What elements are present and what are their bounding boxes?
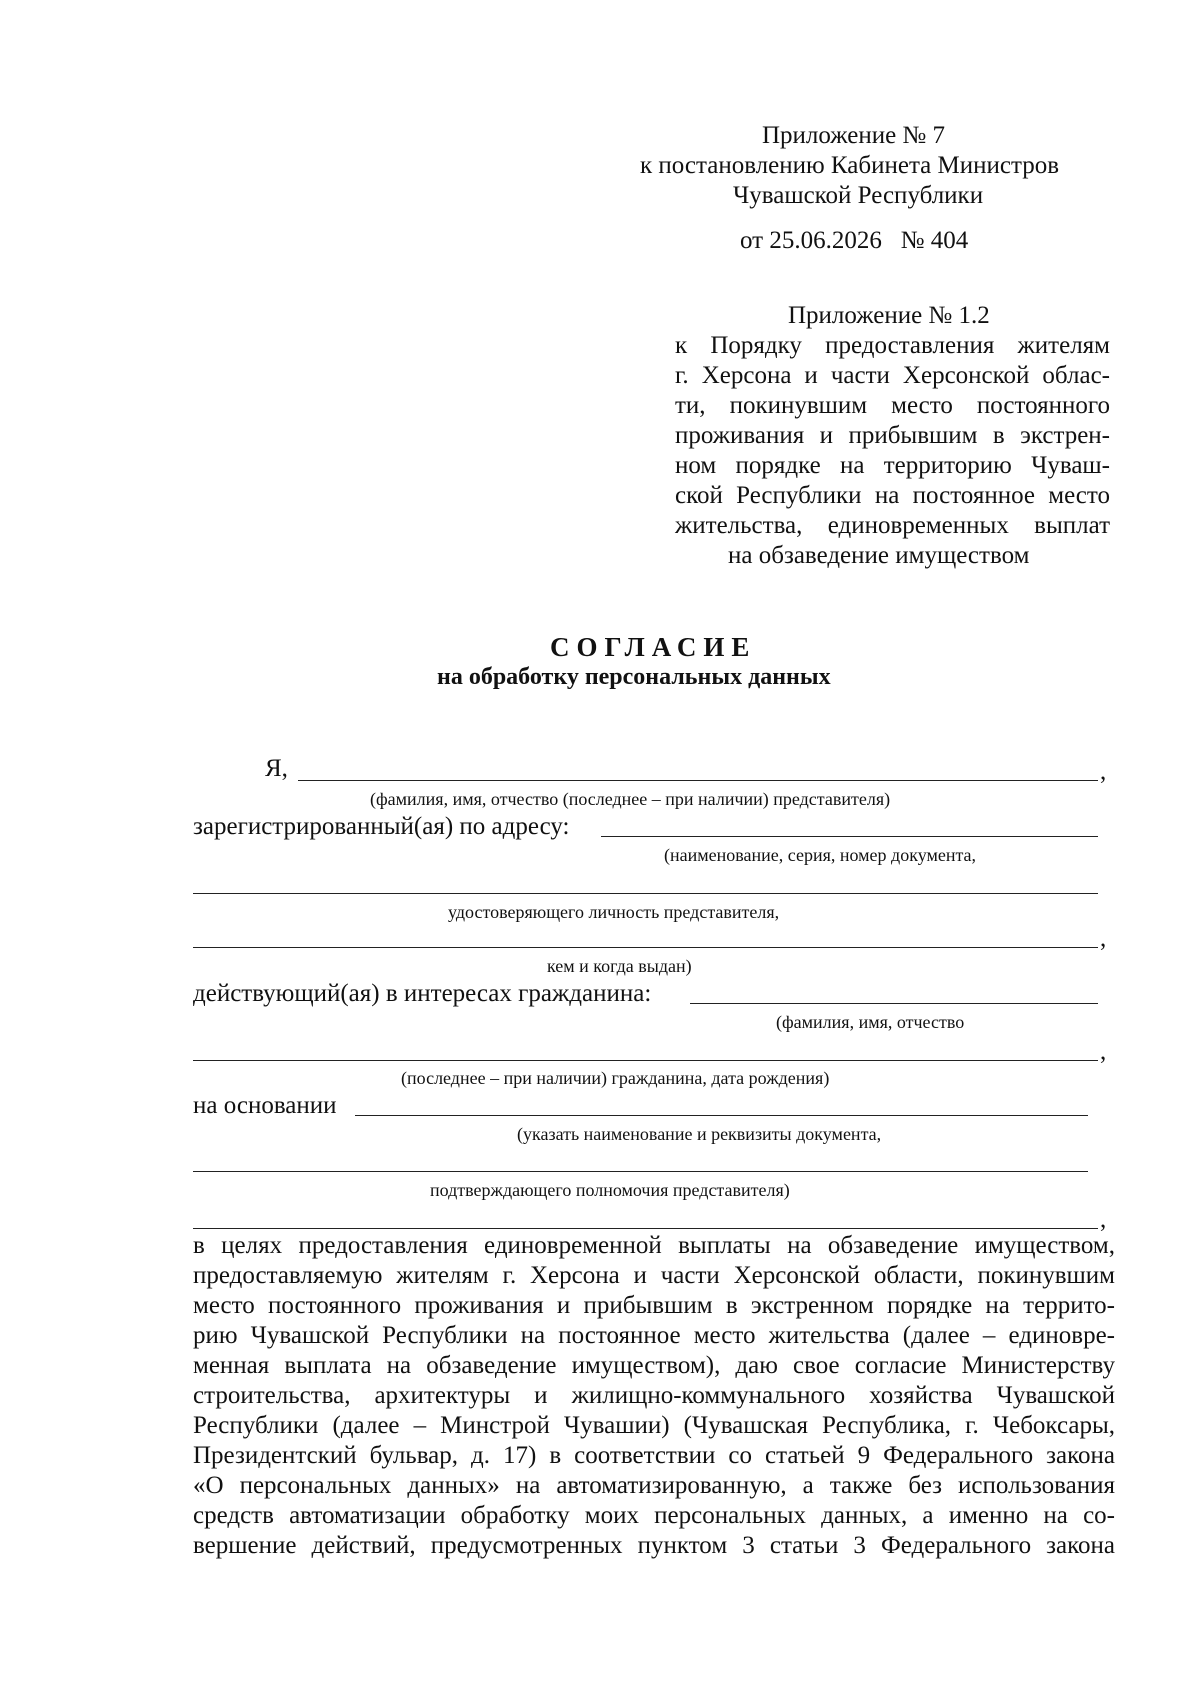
appendix12-line: к Порядку предоставления жителям — [675, 332, 1110, 359]
hint-document: (наименование, серия, номер документа, — [664, 845, 977, 865]
representative-name-field[interactable] — [298, 780, 1098, 781]
address-field[interactable] — [601, 836, 1098, 837]
basis-label: на основании — [193, 1092, 337, 1119]
hint-basis-document: (указать наименование и реквизиты документа, — [517, 1124, 882, 1144]
comma: , — [1100, 1206, 1107, 1233]
comma: , — [1100, 925, 1107, 952]
comma: , — [1100, 758, 1107, 785]
hint-confirm: подтверждающего полномочия представителя) — [430, 1180, 790, 1200]
basis-document-field[interactable] — [193, 1171, 1088, 1172]
body-line: рию Чувашской Республики на постоянное место жительства (далее – единовре- — [193, 1322, 1115, 1349]
document-title: СОГЛАСИЕ — [550, 632, 757, 662]
authority-field[interactable] — [193, 1228, 1098, 1229]
body-line: место постоянного проживания и прибывшим в экстренном порядке на террито- — [193, 1292, 1115, 1319]
citizen-details-field[interactable] — [193, 1060, 1098, 1061]
body-line: в целях предоставления единовременной выплаты на обзаведение имуществом, — [193, 1232, 1115, 1259]
appendix12-line: проживания и прибывшим в экстрен- — [675, 422, 1110, 449]
citizen-name-field[interactable] — [690, 1003, 1098, 1004]
hint-fio-citizen: (фамилия, имя, отчество — [776, 1012, 965, 1032]
comma: , — [1100, 1038, 1107, 1065]
body-line: предоставляемую жителям г. Херсона и части Херсонской области, покинувшим — [193, 1262, 1115, 1289]
body-line: средств автоматизации обработку моих персональных данных, а именно на со- — [193, 1502, 1115, 1529]
appendix12-line: г. Херсона и части Херсонской облас- — [675, 362, 1110, 389]
decree-number: № 404 — [900, 227, 969, 254]
appendix12-line: ти, покинувшим место постоянного — [675, 392, 1110, 419]
basis-field[interactable] — [355, 1115, 1088, 1116]
body-line: Республики (далее – Минстрой Чувашии) (Чувашская Республика, г. Чебоксары, — [193, 1412, 1115, 1439]
appendix7-title: Приложение № 7 — [762, 122, 946, 149]
appendix7-date — [740, 227, 968, 255]
hint-issued: кем и когда выдан) — [547, 956, 692, 976]
hint-citizen-last: (последнее – при наличии) гражданина, дата рождения) — [401, 1068, 830, 1088]
appendix12-line: ном порядке на территорию Чуваш- — [675, 452, 1110, 479]
appendix12-title: Приложение № 1.2 — [788, 302, 990, 329]
body-line: вершение действий, предусмотренных пунктом 3 статьи 3 Федерального закона — [193, 1532, 1115, 1559]
appendix12-line: ской Республики на постоянное место — [675, 482, 1110, 509]
appendix12-line: на обзаведение имуществом — [728, 542, 1030, 569]
body-line: менная выплата на обзаведение имуществом), даю свое согласие Министерству — [193, 1352, 1115, 1379]
hint-identity: удостоверяющего личность представителя, — [448, 902, 780, 922]
document-subtitle: на обработку персональных данных — [437, 664, 831, 690]
ya-label: Я, — [265, 755, 288, 782]
appendix7-line2: Чувашской Республики — [733, 182, 984, 209]
body-line: Президентский бульвар, д. 17) в соответствии со статьей 9 Федерального закона — [193, 1442, 1115, 1469]
body-line: строительства, архитектуры и жилищно-коммунального хозяйства Чувашской — [193, 1382, 1115, 1409]
registered-label: зарегистрированный(ая) по адресу: — [193, 813, 570, 840]
document-field[interactable] — [193, 893, 1098, 894]
decree-date: от 25.06.2026 — [740, 227, 882, 254]
appendix7-line1: к постановлению Кабинета Министров — [640, 152, 1060, 179]
appendix12-line: жительства, единовременных выплат — [675, 512, 1110, 539]
body-line: «О персональных данных» на автоматизированную, а также без использования — [193, 1472, 1115, 1499]
identity-field[interactable] — [193, 947, 1098, 948]
acting-label: действующий(ая) в интересах гражданина: — [193, 980, 652, 1007]
hint-fio-representative: (фамилия, имя, отчество (последнее – при наличии) представителя) — [370, 789, 891, 809]
